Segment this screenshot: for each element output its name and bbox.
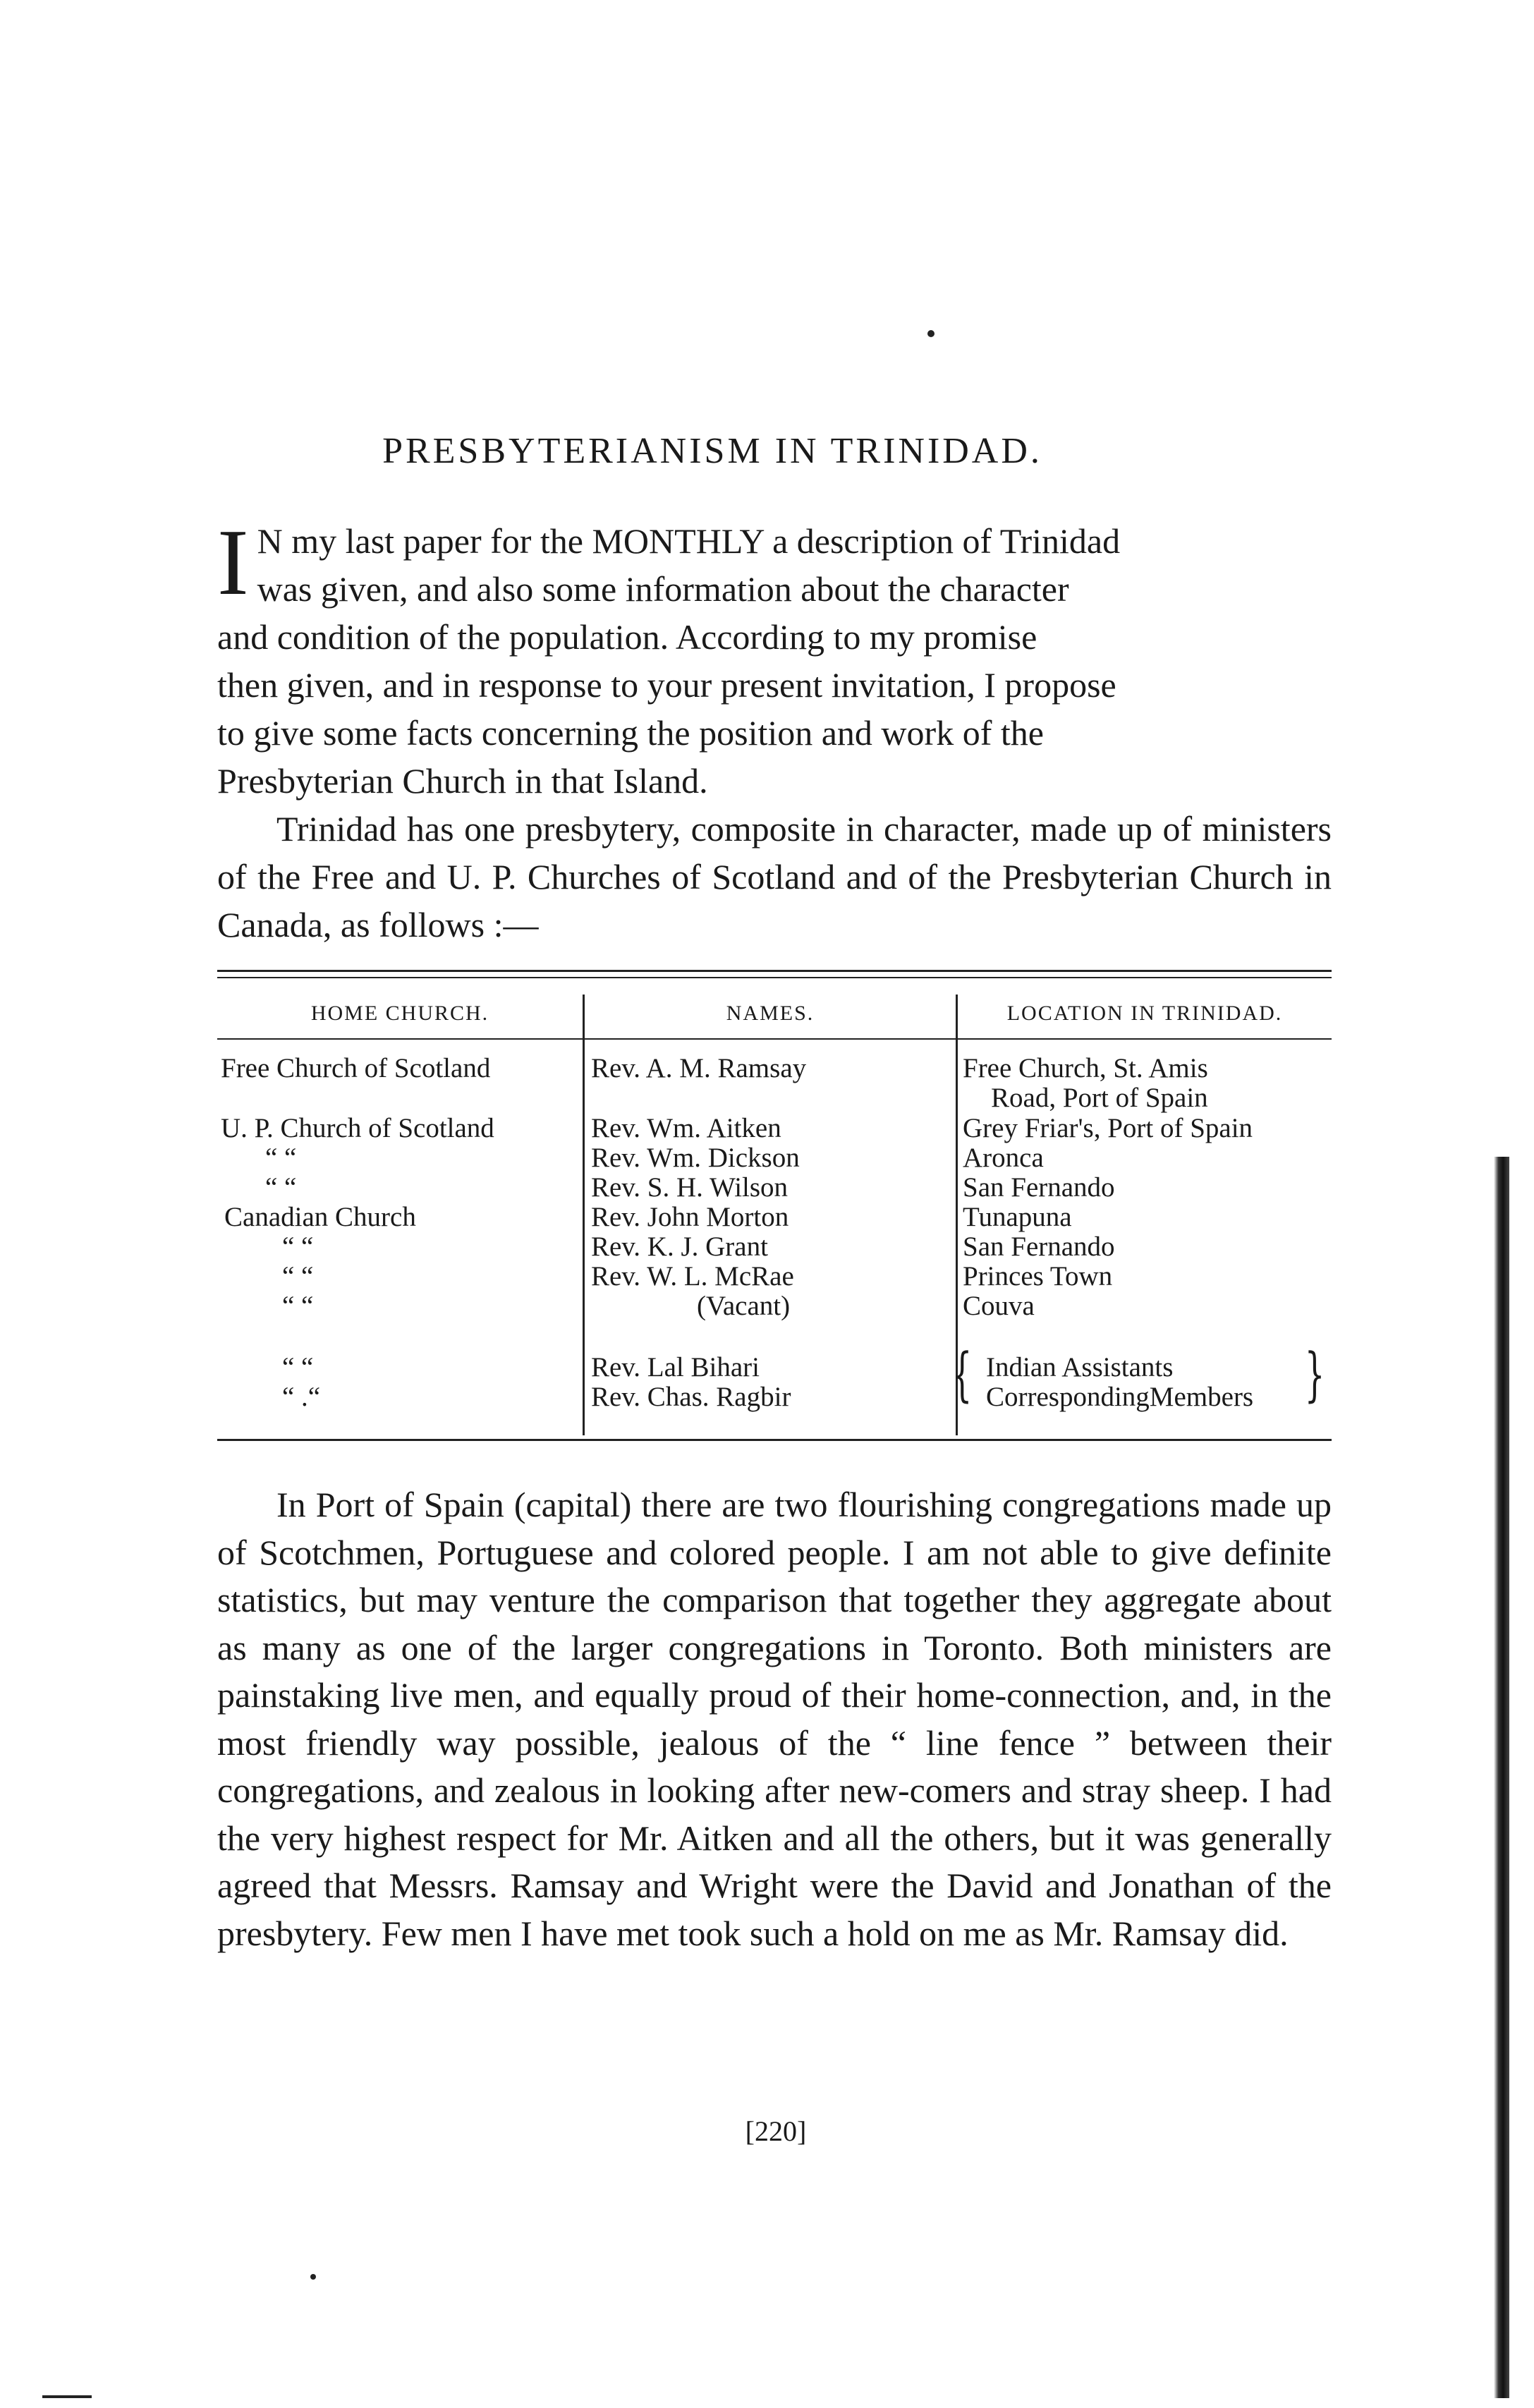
table-cell: Rev. K. J. Grant <box>591 1232 768 1262</box>
table-top-rule-inner <box>217 977 1332 978</box>
table-cell: Princes Town <box>963 1261 1113 1291</box>
paragraph-line: and condition of the population. According to my promise <box>217 617 1037 657</box>
stray-mark <box>927 330 935 337</box>
table-cell: Canadian Church <box>224 1202 416 1232</box>
table-cell: “ “ <box>282 1232 314 1262</box>
stray-mark <box>310 2274 316 2280</box>
paragraph-presbytery: Trinidad has one presbytery, composite in character, made up of ministers of the Free and U. P. Churches of Scotland and of the Presbyterian Church in Canada, as follows :— <box>217 809 1332 944</box>
table-cell: Couva <box>963 1291 1035 1321</box>
table-header-rule <box>217 1038 1332 1040</box>
paragraph-line: then given, and in response to your present invitation, I propose <box>217 665 1116 705</box>
table-bottom-rule <box>217 1439 1332 1441</box>
drop-cap: I <box>217 510 249 614</box>
column-divider <box>583 995 585 1435</box>
table-cell: Free Church of Scotland <box>221 1053 491 1083</box>
table-cell: Rev. Wm. Dickson <box>591 1143 800 1173</box>
table-cell: CorrespondingMembers <box>986 1382 1254 1412</box>
scan-artifact-line <box>42 2395 92 2398</box>
paragraph-line: to give some facts concerning the position and work of the <box>217 713 1044 753</box>
table-cell: Rev. John Morton <box>591 1202 789 1232</box>
table-cell: Rev. Chas. Ragbir <box>591 1382 791 1412</box>
table-cell: U. P. Church of Scotland <box>221 1113 494 1143</box>
scan-edge-shadow <box>1494 1157 1509 2398</box>
table-cell: (Vacant) <box>697 1291 791 1321</box>
table-cell: San Fernando <box>963 1232 1115 1262</box>
table-cell: Indian Assistants <box>986 1352 1174 1382</box>
column-header-names: NAMES. <box>726 1002 815 1025</box>
table-cell: “ “ <box>265 1143 297 1173</box>
table-cell: “ “ <box>282 1352 314 1382</box>
page-number: [220] <box>745 2115 807 2147</box>
table-cell: Grey Friar's, Port of Spain <box>963 1113 1253 1143</box>
table-cell: Rev. S. H. Wilson <box>591 1172 789 1203</box>
table-cell: “ “ <box>282 1291 314 1321</box>
table-cell: “ .“ <box>282 1382 321 1412</box>
table-cell: Rev. Wm. Aitken <box>591 1113 781 1143</box>
column-header-home-church: HOME CHURCH. <box>310 1002 489 1025</box>
paragraph-line: was given, and also some information about the character <box>257 569 1069 609</box>
paragraph-line: Presbyterian Church in that Island. <box>217 761 708 801</box>
table-cell: Road, Port of Spain <box>991 1083 1208 1113</box>
table-cell: Rev. A. M. Ramsay <box>591 1053 807 1083</box>
table-cell: “ “ <box>282 1261 314 1291</box>
column-header-location: LOCATION IN TRINIDAD. <box>1006 1002 1283 1025</box>
table-cell: Free Church, St. Amis <box>963 1053 1208 1083</box>
paragraph-port-of-spain: In Port of Spain (capital) there are two flourishing congregations made up of Scotchmen, Portuguese and colored people. I am not able to give definite statistics, but may venture the comparison that together they aggregate about as many as one of the larger congregations in Toronto. Both ministers are painstaking live men, and equally proud of their home-connection, and, in the most friendly way possible, jealous of the “ line fence ” between their congregations, and zealous in looking after new-comers and stray sheep. I had the very highest respect for Mr. Aitken and all the others, but it was generally agreed that Messrs. Ramsay and Wright were the David and Jonathan of the presbytery. Few men I have met took such a hold on me as Mr. Ramsay did. <box>217 1485 1332 1953</box>
table-cell: San Fernando <box>963 1172 1115 1203</box>
table-cell: “ “ <box>265 1172 297 1203</box>
right-brace: } <box>1304 1342 1325 1409</box>
table-cell: Rev. Lal Bihari <box>591 1352 760 1382</box>
table-cell: Rev. W. L. McRae <box>591 1261 794 1291</box>
paragraph-line: N my last paper for the MONTHLY a description of Trinidad <box>257 521 1121 561</box>
paragraph-intro <box>217 510 1332 805</box>
page-title: PRESBYTERIANISM IN TRINIDAD. <box>382 431 1042 471</box>
left-brace: { <box>951 1342 973 1409</box>
table-top-rule <box>217 970 1332 972</box>
table-cell: Tunapuna <box>963 1202 1072 1232</box>
table-cell: Aronca <box>963 1143 1044 1173</box>
